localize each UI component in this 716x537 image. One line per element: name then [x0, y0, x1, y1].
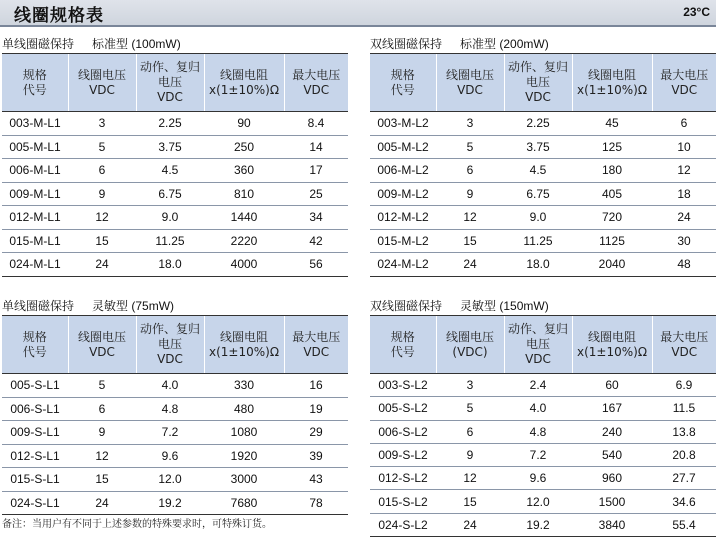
- cell-code: 024-S-L2: [370, 513, 436, 536]
- section-title: [370, 297, 716, 315]
- cell-max-voltage: 6.9: [652, 374, 716, 397]
- cell-coil-voltage: 15: [68, 229, 136, 253]
- cell-code: 015-S-L1: [2, 468, 68, 492]
- header-max-voltage: 最大电压 VDC: [652, 316, 716, 374]
- spec-table: [2, 315, 348, 515]
- cell-max-voltage: 8.4: [284, 112, 348, 136]
- header-resistance: 线圈电阻 x(1±10%)Ω: [204, 54, 284, 112]
- header-resistance: 线圈电阻 x(1±10%)Ω: [572, 54, 652, 112]
- table-row: [2, 182, 348, 206]
- table-header-row: [2, 54, 348, 112]
- cell-resistance: 180: [572, 159, 652, 183]
- header-voltage: 线圈电压 (VDC): [436, 316, 504, 374]
- section-name: 单线圈磁保持: [2, 37, 75, 51]
- table-row: [370, 206, 716, 230]
- cell-release-voltage: 19.2: [504, 513, 572, 536]
- cell-resistance: 2040: [572, 253, 652, 277]
- cell-release-voltage: 7.2: [504, 443, 572, 466]
- table-row: [2, 468, 348, 492]
- cell-resistance: 720: [572, 206, 652, 230]
- cell-release-voltage: 12.0: [504, 490, 572, 513]
- cell-coil-voltage: 5: [68, 374, 136, 398]
- cell-code: 005-S-L1: [2, 374, 68, 398]
- cell-coil-voltage: 12: [68, 444, 136, 468]
- page-title: 线圈规格表: [14, 6, 104, 26]
- cell-max-voltage: 24: [652, 206, 716, 230]
- cell-code: 024-S-L1: [2, 491, 68, 515]
- cell-coil-voltage: 6: [436, 159, 504, 183]
- table-row: [370, 159, 716, 183]
- header-voltage: 线圈电压 VDC: [68, 316, 136, 374]
- cell-release-voltage: 4.5: [504, 159, 572, 183]
- spec-table: [370, 53, 716, 277]
- cell-max-voltage: 34: [284, 206, 348, 230]
- cell-max-voltage: 29: [284, 421, 348, 445]
- cell-max-voltage: 11.5: [652, 397, 716, 420]
- cell-coil-voltage: 24: [68, 253, 136, 277]
- cell-release-voltage: 9.6: [504, 467, 572, 490]
- cell-code: 006-S-L1: [2, 397, 68, 421]
- cell-code: 005-M-L2: [370, 135, 436, 159]
- cell-code: 006-S-L2: [370, 420, 436, 443]
- cell-max-voltage: 14: [284, 135, 348, 159]
- header-voltage: 线圈电压 VDC: [68, 54, 136, 112]
- table-section-double-coil-standard: [370, 35, 716, 277]
- cell-coil-voltage: 15: [436, 490, 504, 513]
- cell-code: 012-S-L1: [2, 444, 68, 468]
- cell-resistance: 2220: [204, 229, 284, 253]
- spec-table: [370, 315, 716, 537]
- cell-coil-voltage: 5: [436, 135, 504, 159]
- cell-coil-voltage: 9: [436, 182, 504, 206]
- cell-max-voltage: 42: [284, 229, 348, 253]
- cell-resistance: 125: [572, 135, 652, 159]
- cell-code: 003-S-L2: [370, 374, 436, 397]
- cell-coil-voltage: 9: [436, 443, 504, 466]
- cell-max-voltage: 20.8: [652, 443, 716, 466]
- cell-release-voltage: 6.75: [136, 182, 204, 206]
- section-name: 双线圈磁保持: [370, 299, 443, 313]
- cell-resistance: 4000: [204, 253, 284, 277]
- table-row: [370, 513, 716, 536]
- cell-code: 006-M-L1: [2, 159, 68, 183]
- cell-resistance: 330: [204, 374, 284, 398]
- cell-resistance: 90: [204, 112, 284, 136]
- cell-release-voltage: 4.8: [136, 397, 204, 421]
- cell-code: 012-M-L2: [370, 206, 436, 230]
- cell-release-voltage: 3.75: [504, 135, 572, 159]
- cell-code: 005-M-L1: [2, 135, 68, 159]
- cell-coil-voltage: 24: [436, 253, 504, 277]
- cell-max-voltage: 30: [652, 229, 716, 253]
- cell-max-voltage: 25: [284, 182, 348, 206]
- cell-release-voltage: 4.5: [136, 159, 204, 183]
- cell-max-voltage: 10: [652, 135, 716, 159]
- cell-coil-voltage: 12: [68, 206, 136, 230]
- cell-max-voltage: 78: [284, 491, 348, 515]
- cell-coil-voltage: 3: [68, 112, 136, 136]
- cell-coil-voltage: 24: [436, 513, 504, 536]
- cell-release-voltage: 18.0: [504, 253, 572, 277]
- cell-coil-voltage: 3: [436, 112, 504, 136]
- header-voltage: 线圈电压 VDC: [436, 54, 504, 112]
- cell-coil-voltage: 12: [436, 206, 504, 230]
- header-code: 规格 代号: [2, 316, 68, 374]
- table-row: [370, 253, 716, 277]
- cell-max-voltage: 48: [652, 253, 716, 277]
- cell-release-voltage: 4.0: [504, 397, 572, 420]
- table-header-row: [2, 316, 348, 374]
- cell-release-voltage: 2.25: [504, 112, 572, 136]
- section-type: 标准型 (100mW): [92, 37, 181, 51]
- cell-release-voltage: 9.0: [136, 206, 204, 230]
- table-row: [2, 159, 348, 183]
- cell-max-voltage: 56: [284, 253, 348, 277]
- cell-release-voltage: 2.4: [504, 374, 572, 397]
- header-max-voltage: 最大电压 VDC: [652, 54, 716, 112]
- table-row: [370, 490, 716, 513]
- table-row: [2, 421, 348, 445]
- cell-code: 009-S-L1: [2, 421, 68, 445]
- table-section-single-coil-sensitive: [2, 297, 348, 515]
- header-release-voltage: 动作、复归 电压 VDC: [136, 54, 204, 112]
- cell-coil-voltage: 5: [436, 397, 504, 420]
- cell-code: 015-M-L2: [370, 229, 436, 253]
- header-resistance: 线圈电阻 x(1±10%)Ω: [572, 316, 652, 374]
- section-type: 灵敏型 (150mW): [460, 299, 549, 313]
- cell-release-voltage: 3.75: [136, 135, 204, 159]
- table-row: [2, 444, 348, 468]
- cell-max-voltage: 43: [284, 468, 348, 492]
- table-row: [370, 467, 716, 490]
- cell-resistance: 1920: [204, 444, 284, 468]
- section-title: [2, 35, 348, 53]
- cell-code: 003-M-L1: [2, 112, 68, 136]
- cell-code: 024-M-L1: [2, 253, 68, 277]
- cell-code: 012-S-L2: [370, 467, 436, 490]
- table-row: [370, 135, 716, 159]
- table-row: [370, 420, 716, 443]
- table-row: [370, 374, 716, 397]
- cell-release-voltage: 18.0: [136, 253, 204, 277]
- footnote: 备注：当用户有不同于上述参数的特殊要求时，可特殊订货。: [2, 519, 272, 530]
- cell-resistance: 250: [204, 135, 284, 159]
- cell-resistance: 960: [572, 467, 652, 490]
- cell-code: 006-M-L2: [370, 159, 436, 183]
- table-section-single-coil-standard: [2, 35, 348, 277]
- section-type: 灵敏型 (75mW): [92, 299, 175, 313]
- table-row: [370, 112, 716, 136]
- cell-code: 024-M-L2: [370, 253, 436, 277]
- cell-max-voltage: 27.7: [652, 467, 716, 490]
- spec-table: [2, 53, 348, 277]
- cell-max-voltage: 39: [284, 444, 348, 468]
- header-max-voltage: 最大电压 VDC: [284, 54, 348, 112]
- section-title: [370, 35, 716, 53]
- table-section-double-coil-sensitive: [370, 297, 716, 537]
- table-row: [2, 135, 348, 159]
- header-release-voltage: 动作、复归 电压 VDC: [136, 316, 204, 374]
- cell-resistance: 480: [204, 397, 284, 421]
- cell-release-voltage: 4.0: [136, 374, 204, 398]
- cell-max-voltage: 12: [652, 159, 716, 183]
- cell-max-voltage: 34.6: [652, 490, 716, 513]
- cell-resistance: 810: [204, 182, 284, 206]
- cell-max-voltage: 18: [652, 182, 716, 206]
- cell-max-voltage: 17: [284, 159, 348, 183]
- cell-code: 009-M-L1: [2, 182, 68, 206]
- cell-coil-voltage: 24: [68, 491, 136, 515]
- cell-coil-voltage: 15: [436, 229, 504, 253]
- cell-coil-voltage: 3: [436, 374, 504, 397]
- cell-release-voltage: 6.75: [504, 182, 572, 206]
- section-name: 双线圈磁保持: [370, 37, 443, 51]
- table-row: [2, 206, 348, 230]
- section-name: 单线圈磁保持: [2, 299, 75, 313]
- section-type: 标准型 (200mW): [460, 37, 549, 51]
- cell-code: 005-S-L2: [370, 397, 436, 420]
- table-row: [2, 491, 348, 515]
- cell-resistance: 45: [572, 112, 652, 136]
- cell-coil-voltage: 9: [68, 421, 136, 445]
- header-release-voltage: 动作、复归 电压 VDC: [504, 54, 572, 112]
- cell-release-voltage: 4.8: [504, 420, 572, 443]
- cell-coil-voltage: 5: [68, 135, 136, 159]
- cell-code: 015-S-L2: [370, 490, 436, 513]
- cell-resistance: 3840: [572, 513, 652, 536]
- cell-resistance: 405: [572, 182, 652, 206]
- table-row: [2, 374, 348, 398]
- table-header-row: [370, 54, 716, 112]
- cell-code: 009-M-L2: [370, 182, 436, 206]
- header-resistance: 线圈电阻 x(1±10%)Ω: [204, 316, 284, 374]
- table-row: [370, 397, 716, 420]
- cell-max-voltage: 13.8: [652, 420, 716, 443]
- header-code: 规格 代号: [370, 54, 436, 112]
- cell-resistance: 1500: [572, 490, 652, 513]
- cell-resistance: 1440: [204, 206, 284, 230]
- table-row: [370, 182, 716, 206]
- table-row: [2, 397, 348, 421]
- cell-coil-voltage: 12: [436, 467, 504, 490]
- cell-max-voltage: 55.4: [652, 513, 716, 536]
- cell-release-voltage: 2.25: [136, 112, 204, 136]
- cell-code: 015-M-L1: [2, 229, 68, 253]
- cell-release-voltage: 11.25: [504, 229, 572, 253]
- cell-resistance: 1080: [204, 421, 284, 445]
- cell-resistance: 60: [572, 374, 652, 397]
- cell-resistance: 240: [572, 420, 652, 443]
- cell-release-voltage: 9.0: [504, 206, 572, 230]
- cell-resistance: 3000: [204, 468, 284, 492]
- table-row: [2, 112, 348, 136]
- temperature-label: 23°C: [683, 5, 710, 19]
- cell-coil-voltage: 6: [436, 420, 504, 443]
- title-bar: [0, 0, 716, 27]
- cell-max-voltage: 19: [284, 397, 348, 421]
- header-release-voltage: 动作、复归 电压 VDC: [504, 316, 572, 374]
- cell-resistance: 7680: [204, 491, 284, 515]
- table-row: [2, 229, 348, 253]
- cell-release-voltage: 11.25: [136, 229, 204, 253]
- cell-max-voltage: 16: [284, 374, 348, 398]
- cell-code: 009-S-L2: [370, 443, 436, 466]
- cell-release-voltage: 7.2: [136, 421, 204, 445]
- table-row: [2, 253, 348, 277]
- header-code: 规格 代号: [2, 54, 68, 112]
- cell-release-voltage: 9.6: [136, 444, 204, 468]
- cell-code: 003-M-L2: [370, 112, 436, 136]
- cell-resistance: 1125: [572, 229, 652, 253]
- table-row: [370, 229, 716, 253]
- cell-release-voltage: 12.0: [136, 468, 204, 492]
- cell-coil-voltage: 6: [68, 159, 136, 183]
- section-title: [2, 297, 348, 315]
- cell-resistance: 167: [572, 397, 652, 420]
- cell-resistance: 360: [204, 159, 284, 183]
- table-row: [370, 443, 716, 466]
- cell-resistance: 540: [572, 443, 652, 466]
- cell-release-voltage: 19.2: [136, 491, 204, 515]
- cell-coil-voltage: 6: [68, 397, 136, 421]
- header-max-voltage: 最大电压 VDC: [284, 316, 348, 374]
- cell-coil-voltage: 9: [68, 182, 136, 206]
- table-header-row: [370, 316, 716, 374]
- cell-coil-voltage: 15: [68, 468, 136, 492]
- cell-max-voltage: 6: [652, 112, 716, 136]
- cell-code: 012-M-L1: [2, 206, 68, 230]
- header-code: 规格 代号: [370, 316, 436, 374]
